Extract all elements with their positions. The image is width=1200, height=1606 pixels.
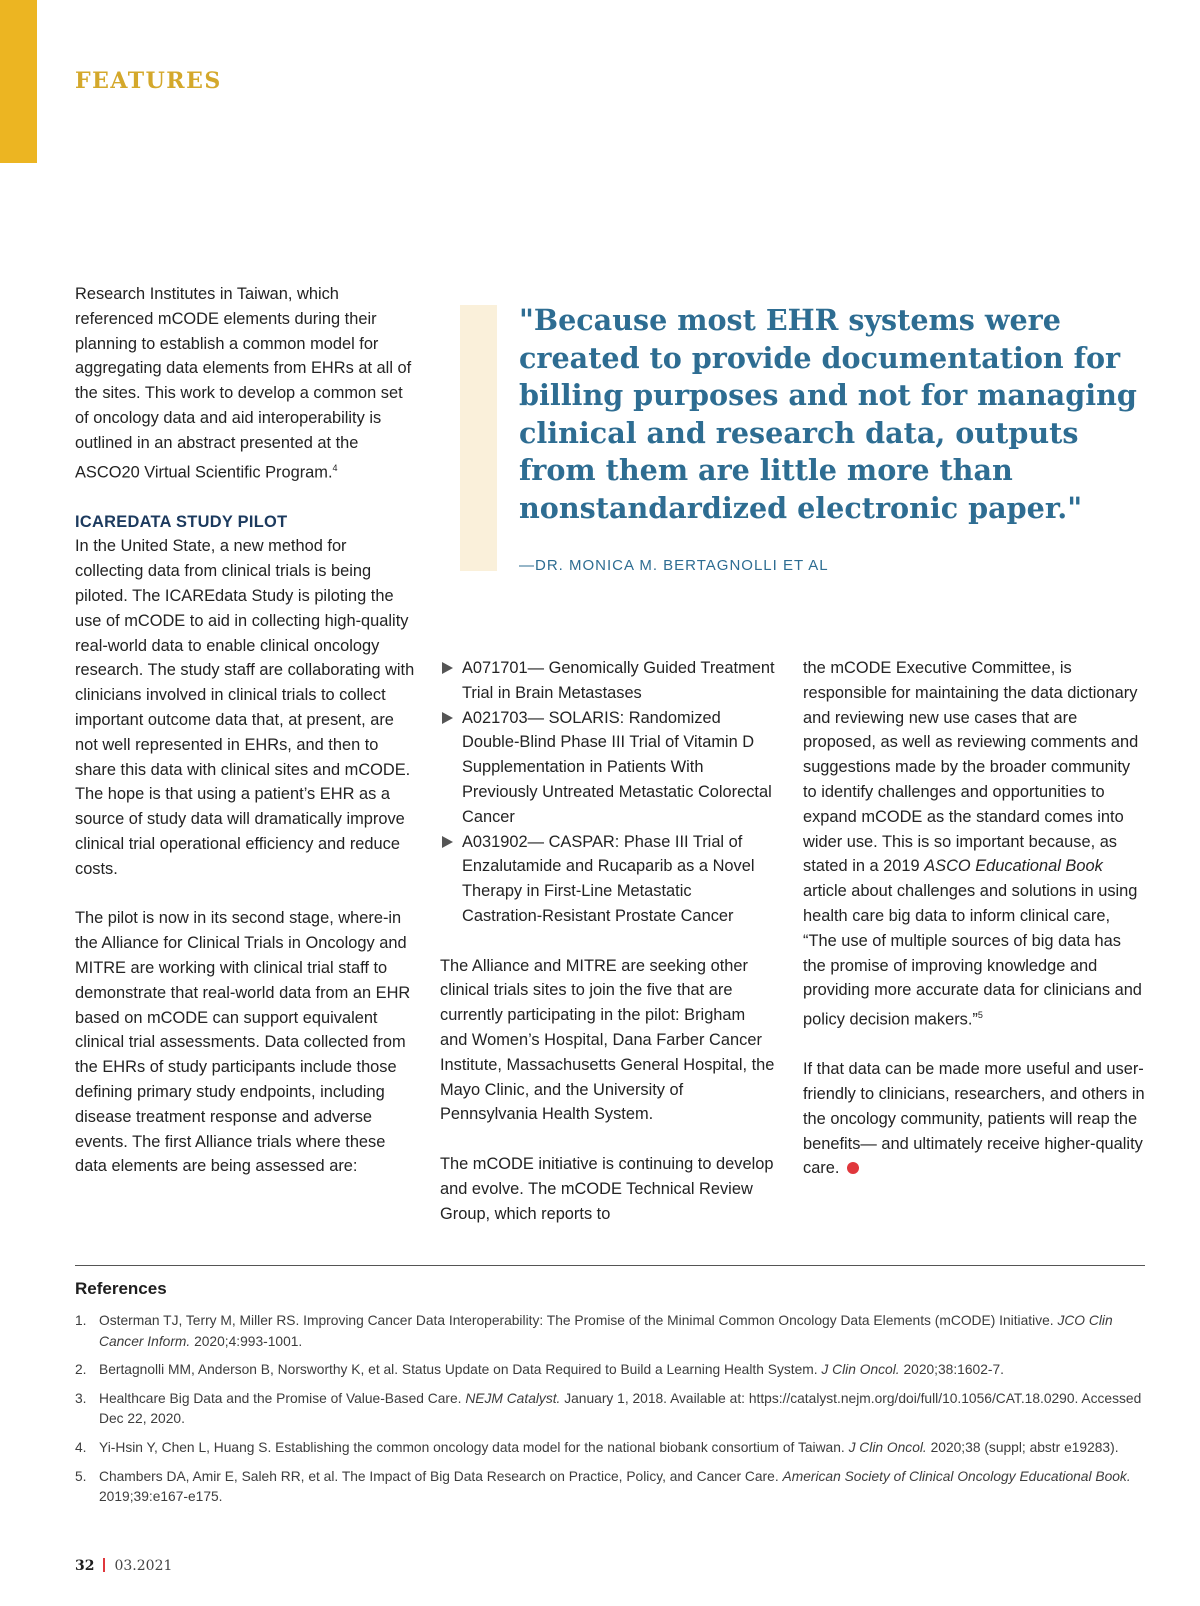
accent-bar [0,0,37,163]
closing-paragraph: If that data can be made more useful and user-friendly to clinicians, researchers, and others in the oncology community, patients will reap the benefits— and ultimately receive higher-quality care. [803,1060,1145,1178]
body-paragraph: The mCODE initiative is continuing to develop and evolve. The mCODE Technical Review Group, which reports to [440,1154,774,1223]
left-column [75,282,415,1179]
section-subhead: ICAREDATA STUDY PILOT [75,512,288,531]
triangle-bullet-icon [442,712,453,724]
triangle-bullet-icon [442,662,453,674]
list-item: A071701— Genomically Guided Treatment Trial in Brain Metastases [440,656,776,706]
footnote-ref: 5 [977,1010,983,1021]
end-mark-icon [847,1162,859,1174]
reference-item: 3. Healthcare Big Data and the Promise of Value-Based Care. NEJM Catalyst. January 1, 2018. Available at: https://catalyst.nejm.org/doi/full/10.1056/CAT.18.0290. Accessed Dec 22, 2020. [75,1390,1142,1427]
list-item: A031902— CASPAR: Phase III Trial of Enzalutamide and Rucaparib as a Novel Therapy in First-Line Metastatic Castration-Resistant Prostate Cancer [440,830,776,929]
section-label: FEATURES [75,68,222,94]
trial-list [440,656,776,929]
reference-item: 1. Osterman TJ, Terry M, Miller RS. Improving Cancer Data Interoperability: The Promise of the Minimal Common Oncology Data Elements (mCODE) Initiative. JCO Clin Cancer Inform. 2020;4:993-1001. [75,1313,1113,1349]
body-paragraph: In the United State, a new method for collecting data from clinical trials is being piloted. The ICAREdata Study is piloting the use of mCODE to aid in collecting high-quality real-world data to enable clinical oncology research. The study staff are collaborating with clinicians involved in clinical trials to collect important outcome data that, at present, are not well represented in EHRs, and then to share this data with clinical sites and mCODE. The hope is that using a patient’s EHR as a source of study data will dramatically improve clinical trial operational efficiency and reduce costs. [75,537,415,878]
body-paragraph: The pilot is now in its second stage, where-in the Alliance for Clinical Trials in Oncology and MITRE are working with clinical trial staff to demonstrate that real-world data from an EHR based on mCODE can support equivalent clinical trial assessments. Data collected from the EHRs of study participants include those defining primary study endpoints, including disease treatment response and adverse events. The first Alliance trials where these data elements are being assessed are: [75,909,411,1176]
triangle-bullet-icon [442,836,453,848]
body-paragraph: The Alliance and MITRE are seeking other clinical trials sites to join the five that are currently participating in the pilot: Brigham and Women’s Hospital, Dana Farber Cancer Institute, Massachusetts General Hospital, the Mayo Clinic, and the University of Pennsylvania Health System. [440,956,775,1124]
reference-item: 5. Chambers DA, Amir E, Saleh RR, et al. The Impact of Big Data Research on Practice, Policy, and Cancer Care. American Society of Clinical Oncology Educational Book. 2019;39:e167-e175. [75,1468,1131,1505]
pull-quote: "Because most EHR systems were created to provide documentation for billing purposes and not for managing clinical and research data, outputs from them are little more than nonstandardized electronic paper." [519,303,1137,525]
footer-separator [103,1558,105,1572]
right-column [803,656,1145,1181]
footnote-ref: 4 [332,462,338,473]
page-number: 32 [75,1558,95,1574]
list-item: A021703— SOLARIS: Randomized Double-Blind Phase III Trial of Vitamin D Supplementation in Patients With Previously Untreated Metastatic Colorectal Cancer [440,706,776,830]
reference-item: 2. Bertagnolli MM, Anderson B, Norsworthy K, et al. Status Update on Data Required to Build a Learning Health System. J Clin Oncol. 2020;38:1602-7. [75,1362,1004,1378]
quote-bar [460,305,497,571]
intro-paragraph: Research Institutes in Taiwan, which referenced mCODE elements during their planning to establish a common model for aggregating data elements from EHRs at all of the sites. This work to develop a common set of oncology data and aid interoperability is outlined in an abstract presented at the ASCO20 Virtual Scientific Program.$^4$ [75,285,412,482]
references-title: References [75,1279,167,1298]
body-paragraph: the mCODE Executive Committee, is responsible for maintaining the data dictionary and reviewing new use cases that are proposed, as well as reviewing comments and suggestions made by the broader community to identify challenges and opportunities to expand mCODE as the standard comes into wider use. This is so important because, as stated in a 2019 ASCO Educational Book article about challenges and solutions in using health care big data to inform clinical care, “The use of multiple sources of big data has the promise of improving knowledge and providing more accurate data for clinicians and policy decision makers.”$^5$ [803,659,1142,1029]
page-footer [75,1558,172,1574]
references-list [75,1311,1145,1516]
publication-title: ASCO Educational Book [924,857,1103,876]
divider [75,1265,1145,1266]
middle-column [440,656,776,1226]
reference-item: 4. Yi-Hsin Y, Chen L, Huang S. Establishing the common oncology data model for the national biobank consortium of Taiwan. J Clin Oncol. 2020;38 (suppl; abstr e19283). [75,1439,1119,1455]
quote-attribution: —DR. MONICA M. BERTAGNOLLI ET AL [519,557,829,574]
issue-date: 03.2021 [114,1558,173,1574]
